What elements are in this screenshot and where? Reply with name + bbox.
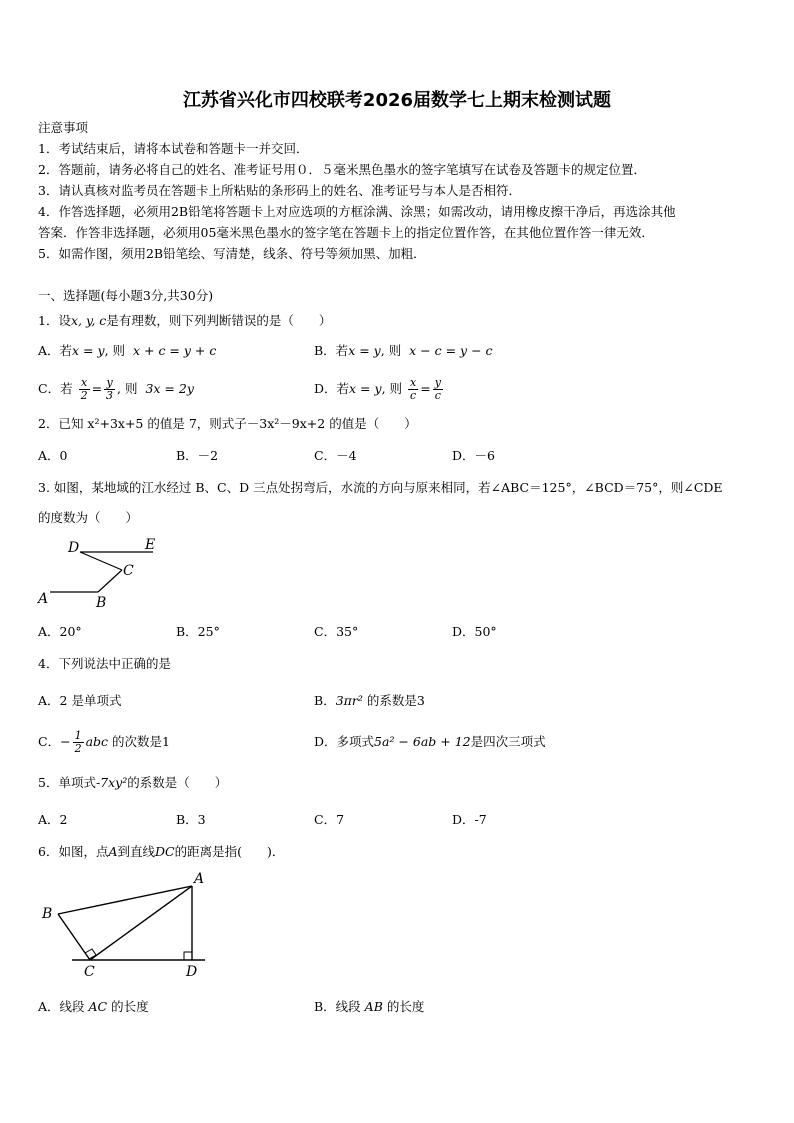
question-4-stem: 4．下列说法中正确的是 (38, 656, 171, 671)
q4-option-a: A．2 是单项式 (38, 693, 122, 708)
q2-option-a: A．0 (38, 448, 68, 463)
page-title: 江苏省兴化市四校联考2026届数学七上期末检测试题 (182, 90, 612, 111)
section-heading: 一、选择题(每小题3分,共30分) (38, 288, 214, 303)
q5-option-d: D．-7 (452, 812, 487, 827)
fraction: $\frac{x}{2}$ (80, 376, 88, 402)
notice-item: 1．考试结束后，请将本试卷和答题卡一并交回． (38, 141, 309, 156)
label-a: A (194, 871, 205, 887)
question-3-stem-cont: 的度数为（ ） (38, 510, 139, 525)
q4-option-b: B．3πr² 的系数是3 (314, 693, 425, 708)
q5-option-a: A．2 (38, 812, 68, 827)
notice-item: 4．作答选择题，必须用2B铅笔将答题卡上对应选项的方框涂满、涂黑；如需改动，请用橡皮擦干净后，再选涂其他 (38, 204, 676, 219)
label-c: C (123, 563, 134, 579)
q3-option-c: C．35° (314, 624, 359, 639)
q4-option-d: D．多项式5a² − 6ab + 12是四次三项式 (314, 734, 546, 749)
fraction: $\frac{y}{c}$ (434, 376, 441, 402)
label-b: B (96, 595, 107, 611)
q2-option-d: D．－6 (452, 448, 495, 463)
q1-option-b: B．若x = y, 则 x − c = y − c (314, 343, 493, 358)
question-3-stem: 3. 如图，某地域的江水经过 B、C、D 三点处拐弯后，水流的方向与原来相同，若∠ABC＝125°，∠BCD＝75°，则∠CDE (38, 480, 723, 495)
question-1-stem: 1．设x, y, c是有理数，则下列判断错误的是（ ） (38, 313, 332, 328)
distance-figure (30, 868, 220, 980)
q2-option-b: B．－2 (176, 448, 219, 463)
fraction: $\frac{1}{2}$ (74, 729, 82, 755)
q1-option-a: A．若x = y, 则 x + c = y + c (38, 343, 217, 358)
label-b: B (42, 906, 53, 922)
fraction: $\frac{y}{3}$ (106, 376, 114, 402)
q3-option-a: A．20° (38, 624, 82, 639)
river-figure (30, 532, 170, 614)
label-e: E (145, 537, 156, 553)
question-6-stem: 6．如图，点A到直线DC的距离是指( )． (38, 844, 285, 859)
q6-option-b: B．线段 AB 的长度 (314, 999, 425, 1014)
label-d: D (68, 540, 80, 556)
q1-option-d: D．若x = y, 则 $\frac{x}{c}$ = $\frac{y}{c}$ (314, 376, 441, 402)
q4-option-c: C．− $\frac{1}{2}$ abc 的次数是1 (38, 729, 170, 755)
q1-option-c: C．若 $\frac{x}{2}$ = $\frac{y}{3}$ , 则 3x = 2y (38, 376, 194, 402)
q3-option-b: B．25° (176, 624, 220, 639)
notice-item: 3．请认真核对监考员在答题卡上所粘贴的条形码上的姓名、准考证号与本人是否相符． (38, 183, 521, 198)
label-c: C (84, 964, 95, 980)
q5-option-c: C．7 (314, 812, 345, 827)
question-2-stem: 2．已知 x²+3x+5 的值是 7，则式子－3x²－9x+2 的值是（ ） (38, 416, 417, 431)
question-5-stem: 5．单项式-7xy²的系数是（ ） (38, 775, 228, 790)
notice-item: 2．答题前，请务必将自己的姓名、准考证号用０．５毫米黑色墨水的签字笔填写在试卷及答题卡的规定位置． (38, 162, 646, 177)
q2-option-c: C．－4 (314, 448, 357, 463)
notice-heading: 注意事项 (38, 120, 89, 135)
q3-option-d: D．50° (452, 624, 497, 639)
label-d: D (186, 964, 198, 980)
q6-option-a: A．线段 AC 的长度 (38, 999, 149, 1014)
fraction: $\frac{x}{c}$ (410, 376, 417, 402)
notice-item: 答案．作答非选择题，必须用05毫米黑色墨水的签字笔在答题卡上的指定位置作答，在其他位置作答一律无效． (38, 225, 654, 240)
q5-option-b: B．3 (176, 812, 206, 827)
label-a: A (38, 591, 49, 607)
notice-item: 5．如需作图，须用2B铅笔绘、写清楚，线条、符号等须加黑、加粗． (38, 246, 426, 261)
